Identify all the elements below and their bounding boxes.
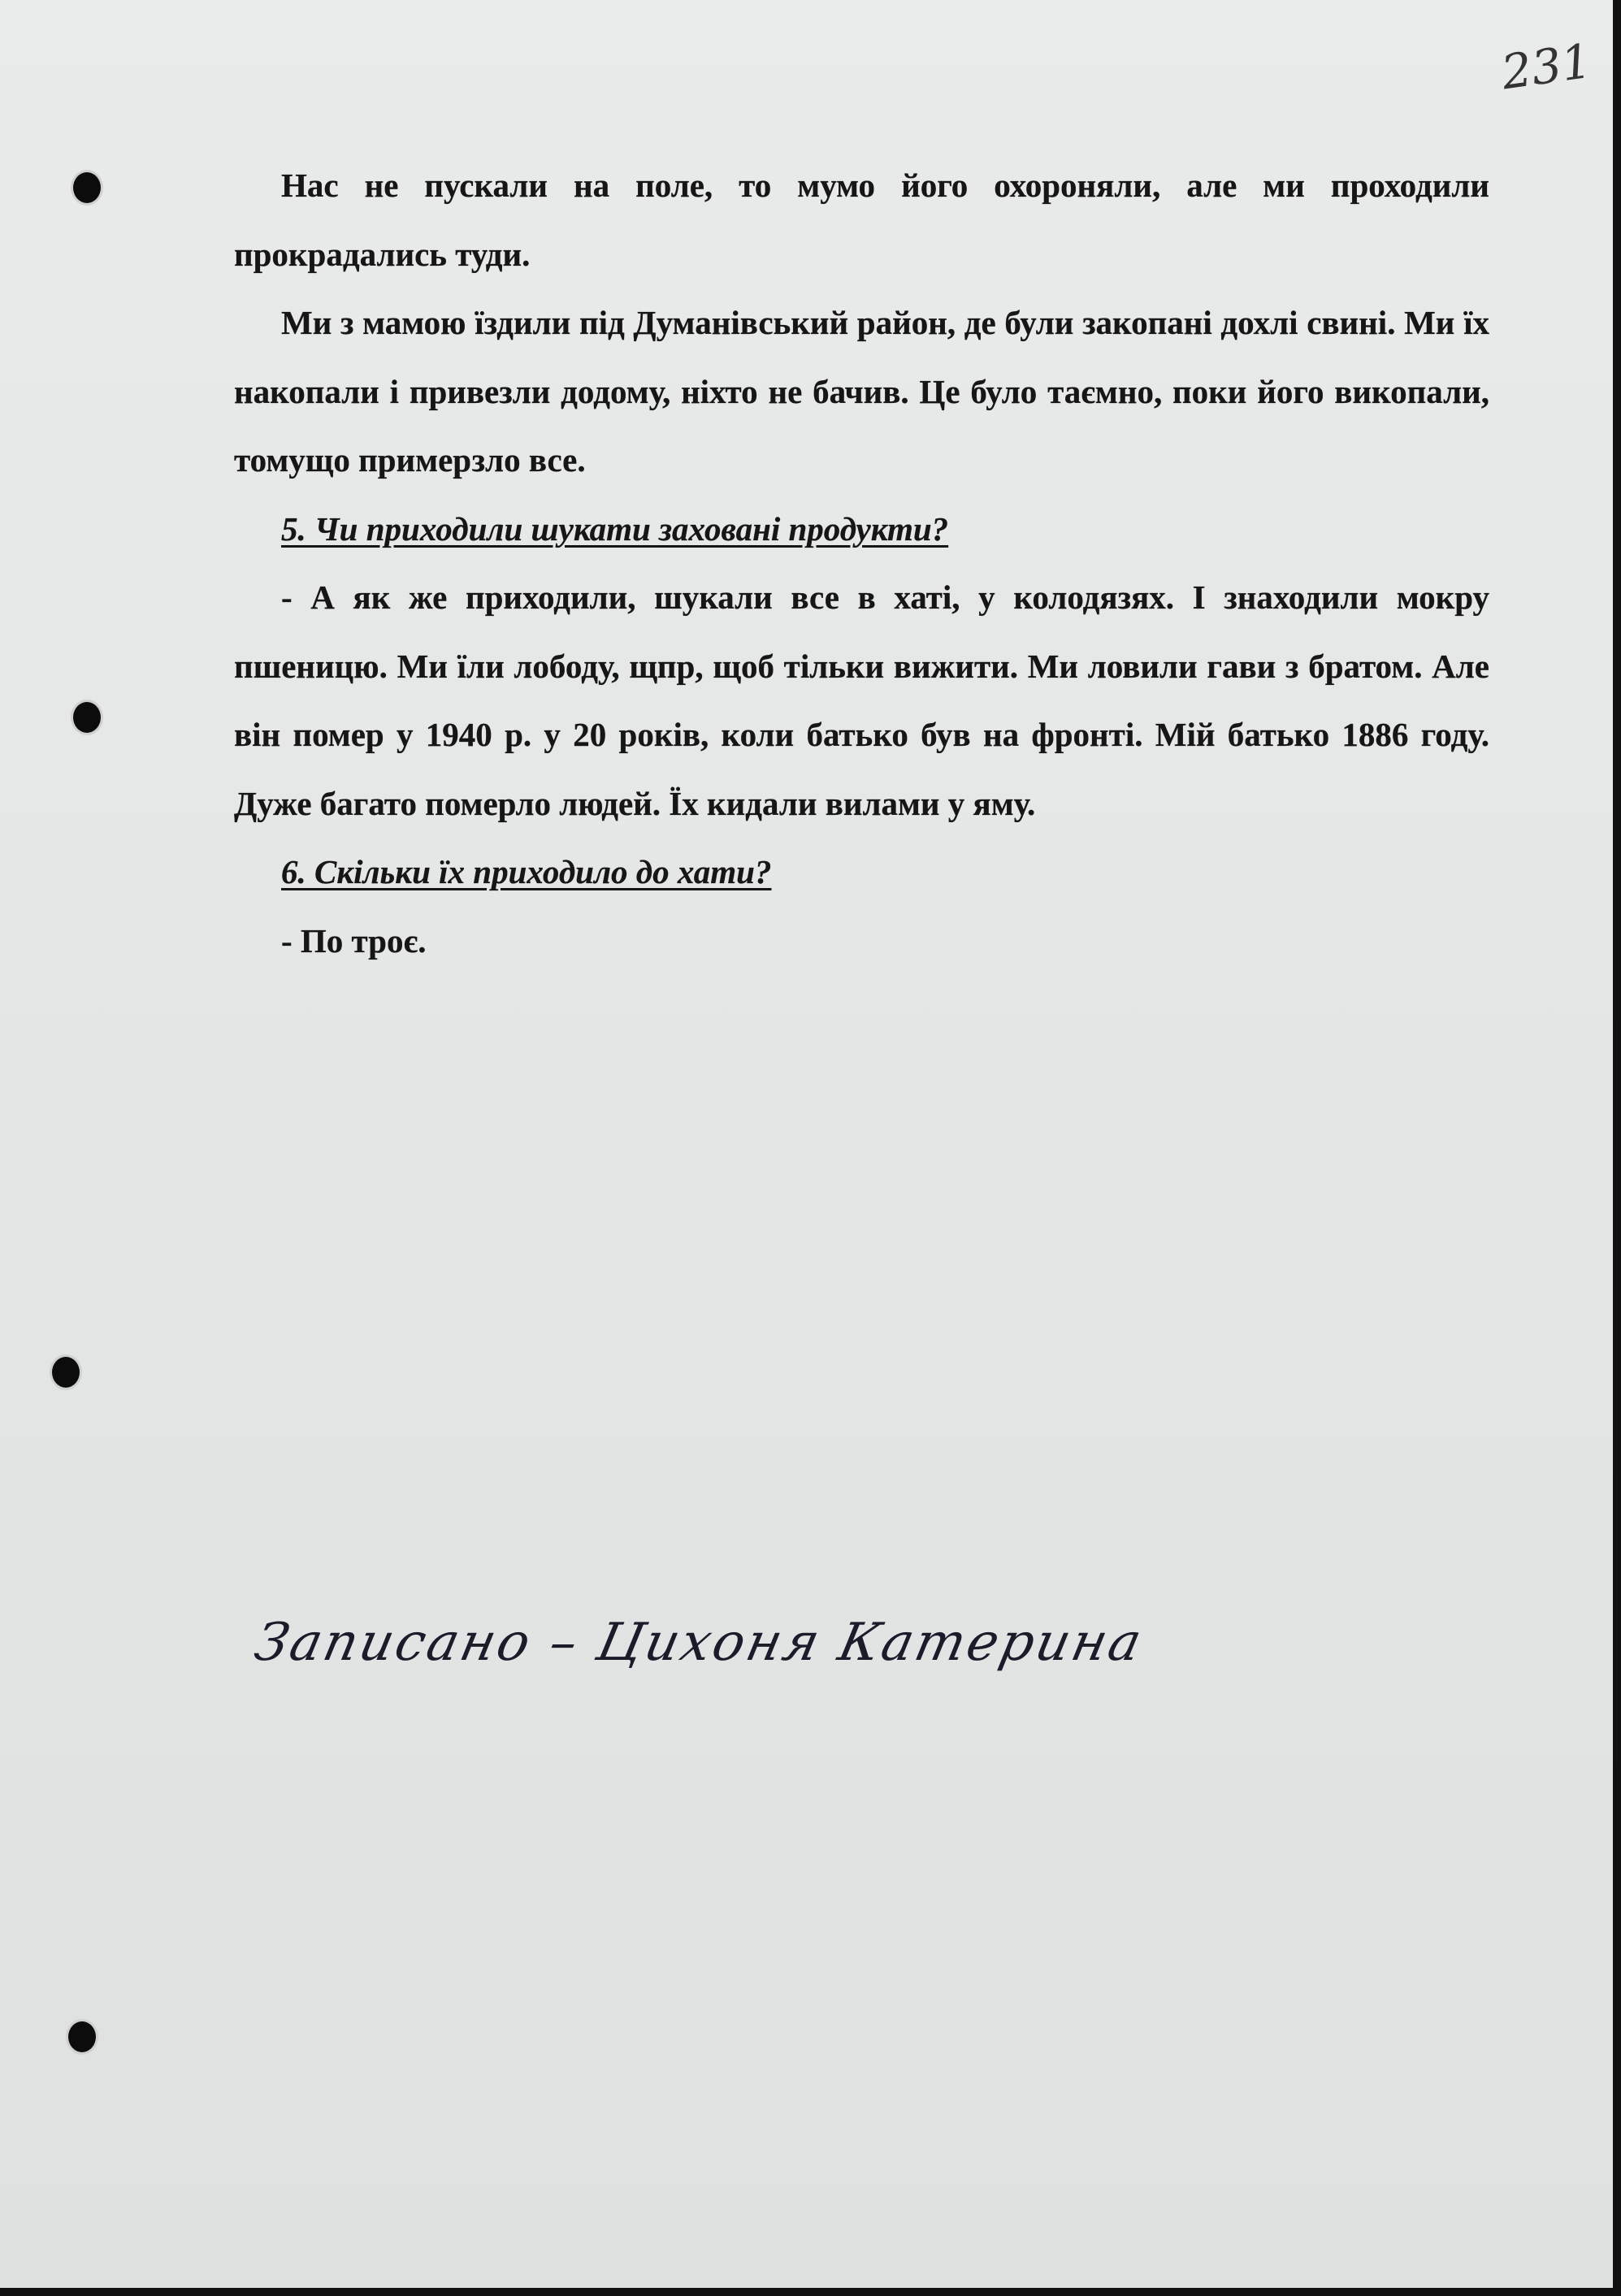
question-heading: 5. Чи приходили шукати заховані продукти? <box>281 509 949 548</box>
punch-hole <box>73 702 101 733</box>
paragraph: - По троє. <box>281 921 427 960</box>
punch-hole <box>52 1357 80 1388</box>
document-body <box>234 151 1489 975</box>
paragraph: Нас не пускали на поле, то мумо його охороняли, але ми проходили прокрадались туди. <box>234 167 1489 273</box>
punch-hole <box>68 2021 96 2052</box>
page-number: 231 <box>1497 32 1595 101</box>
paragraph: Ми з мамою їздили під Думанівський район, де були закопані дохлі свині. Ми їх накопали і привезли додому, ніхто не бачив. Це було таємно, поки його викопали, томущо примерзло все. <box>234 304 1489 479</box>
paragraph: - А як же приходили, шукали все в хаті, у колодязях. І знаходили мокру пшеницю. Ми їли лободу, щпр, щоб тільки вижити. Ми ловили гави з братом. Але він помер у 1940 р. у 20 років, коли батько був на фронті. Мій батько 1886 году. Дуже багато померло людей. Їх кидали вилами у яму. <box>234 578 1489 822</box>
handwritten-signature: Записано – Цихоня Катерина <box>249 1613 1149 1673</box>
punch-hole <box>73 172 101 203</box>
question-heading: 6. Скільки їх приходило до хати? <box>281 853 772 890</box>
